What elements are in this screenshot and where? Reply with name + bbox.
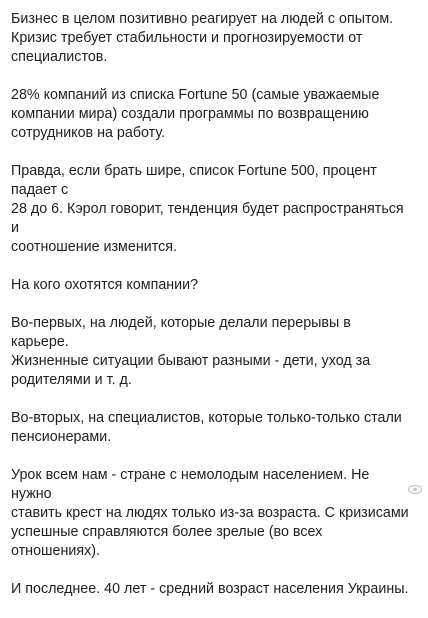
- message-paragraph-5: Во-первых, на людей, которые делали перерывы в карьере. Жизненные ситуации бывают разными - дети, уход за родителями и т. д.: [11, 315, 371, 388]
- message-paragraph-2: 28% компаний из списка Fortune 50 (самые уважаемые компании мира) создали программы по возвращению сотрудников на работу.: [11, 87, 380, 141]
- message-paragraph-3: Правда, если брать шире, список Fortune 500, процент падает с 28 до 6. Кэрол говорит, тенденция будет распространяться и соотношение изменится.: [11, 163, 404, 255]
- message-paragraph-7: Урок всем нам - стране с немолодым населением. Не нужно ставить крест на людях только из-за возраста. С кризисами успешные справляются более зрелые (во всех отношениях).: [11, 467, 409, 559]
- message-paragraph-6: Во-вторых, на специалистов, которые только-только стали пенсионерами.: [11, 410, 402, 445]
- message-paragraph-8: И последнее. 40 лет - средний возраст населения Украины.: [11, 581, 409, 597]
- message-meta: [408, 483, 422, 492]
- eye-icon: [408, 483, 422, 492]
- message-paragraph-4: На кого охотятся компании?: [11, 277, 199, 293]
- message-text: [11, 10, 411, 618]
- message-paragraph-1: Бизнес в целом позитивно реагирует на людей с опытом. Кризис требует стабильности и прогнозируемости от специалистов.: [11, 11, 394, 65]
